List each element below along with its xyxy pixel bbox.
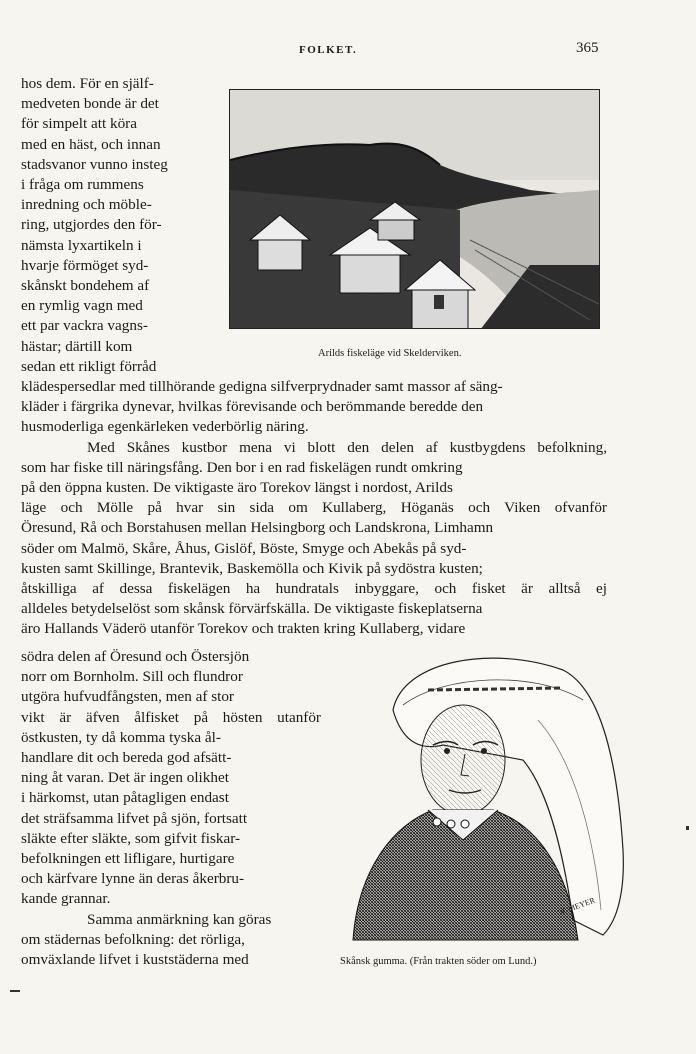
text-line: nämsta lyxartikeln i (21, 236, 142, 254)
text-line: skånskt bondehem af (21, 277, 150, 295)
text-line: alldeles betydelselöst som skånsk förvärfskälla. De viktigaste fiskeplatserna (21, 600, 483, 618)
text-line: Samma anmärkning kan göras (87, 910, 272, 928)
text-line: husmoderliga egenkärleken vederbörlig näring. (21, 418, 309, 436)
running-header: FOLKET. (299, 44, 358, 56)
engraving-landscape (230, 90, 600, 329)
figure-caption: Arilds fiskeläge vid Skelderviken. (318, 348, 462, 359)
fishing-village-illustration (229, 89, 600, 329)
text-line: som har fiske till näringsfång. Den bor i en rad fiskelägen rundt omkring (21, 458, 463, 476)
text-line: södra delen af Öresund och Östersjön (21, 648, 250, 665)
text-line: stadsvanor vunno insteg (21, 155, 168, 173)
text-line: på den öppna kusten. De viktigaste äro Torekov längst i nordost, Arilds (21, 479, 453, 497)
text-line: hos dem. För en själf- (21, 75, 154, 92)
text-line: utgöra hufvudfångsten, men af stor (21, 688, 234, 706)
text-line: ring, utgjordes den för- (21, 216, 162, 234)
engraver-signature: W. MEYER (556, 895, 597, 918)
page-edge-mark (10, 990, 20, 992)
text-line: och kärfvare lynne än deras åkerbru- (21, 870, 245, 888)
text-line: ning åt varan. Det är ingen olikhet (21, 769, 229, 787)
text-line: för simpelt att köra (21, 115, 137, 133)
text-line: befolkningen ett lifligare, hurtigare (21, 850, 235, 868)
text-line: Öresund, Rå och Borstahusen mellan Helsingborg och Landskrona, Limhamn (21, 519, 494, 537)
text-line: åtskilliga af dessa fiskelägen ha hundratals inbyggare, och fisket är alltså ej (21, 580, 607, 598)
text-block-full (21, 377, 607, 640)
text-line: handlare dit och bereda god afsätt- (21, 749, 232, 767)
text-line: det sträfsamma lifvet på sjön, fortsatt (21, 809, 248, 827)
text-line: släkte efter släkte, som gifvit fiskar- (21, 829, 241, 847)
text-line: hvarje förmöget syd- (21, 256, 149, 274)
text-line: äro Hallands Väderö utanför Torekov och trakten kring Kullaberg, vidare (21, 620, 466, 638)
text-line: vikt är äfven ålfisket på hösten utanför (21, 708, 321, 726)
text-line: medveten bonde är det (21, 95, 159, 113)
text-line: i fråga om rummens (21, 176, 144, 194)
text-line: söder om Malmö, Skåre, Åhus, Gislöf, Böste, Smyge och Abekås på syd- (21, 539, 467, 557)
text-line: ett par vackra vagns- (21, 317, 148, 335)
text-column-bottom (21, 647, 321, 970)
text-line: med en häst, och innan (21, 135, 161, 153)
text-line: Med Skånes kustbor mena vi blott den delen af kustbygdens befolkning, (87, 438, 607, 456)
text-line: kande grannar. (21, 890, 111, 908)
text-line: hästar; därtill kom (21, 337, 133, 355)
text-line: inredning och möble- (21, 196, 152, 214)
text-line: omväxlande lifvet i kuststäderna med (21, 951, 249, 969)
page-number: 365 (576, 40, 599, 56)
figure-caption: Skånsk gumma. (Från trakten söder om Lund.) (340, 956, 537, 967)
text-line: en rymlig vagn med (21, 297, 143, 315)
page-edge-mark (686, 826, 689, 830)
text-column-top (21, 74, 213, 377)
text-line: i härkomst, utan påtagligen endast (21, 789, 229, 807)
text-line: norr om Bornholm. Sill och flundror (21, 668, 243, 686)
text-line: läge och Mölle på hvar sin sida om Kullaberg, Höganäs och Viken ofvanför (21, 499, 607, 517)
text-line: östkusten, ty då komma tyska ål- (21, 728, 221, 746)
text-line: kläder i färgrika dynevar, hvilkas förevisande och berömmande beredde den (21, 398, 484, 416)
text-line: kusten samt Skillinge, Brantevik, Baskemölla och Kivik på sydöstra kusten; (21, 559, 483, 577)
text-line: sedan ett rikligt förråd (21, 357, 157, 375)
text-line: klädespersedlar med tillhörande gedigna silfverprydnader samt massor af säng- (21, 378, 503, 395)
text-line: om städernas befolkning: det rörliga, (21, 930, 245, 948)
